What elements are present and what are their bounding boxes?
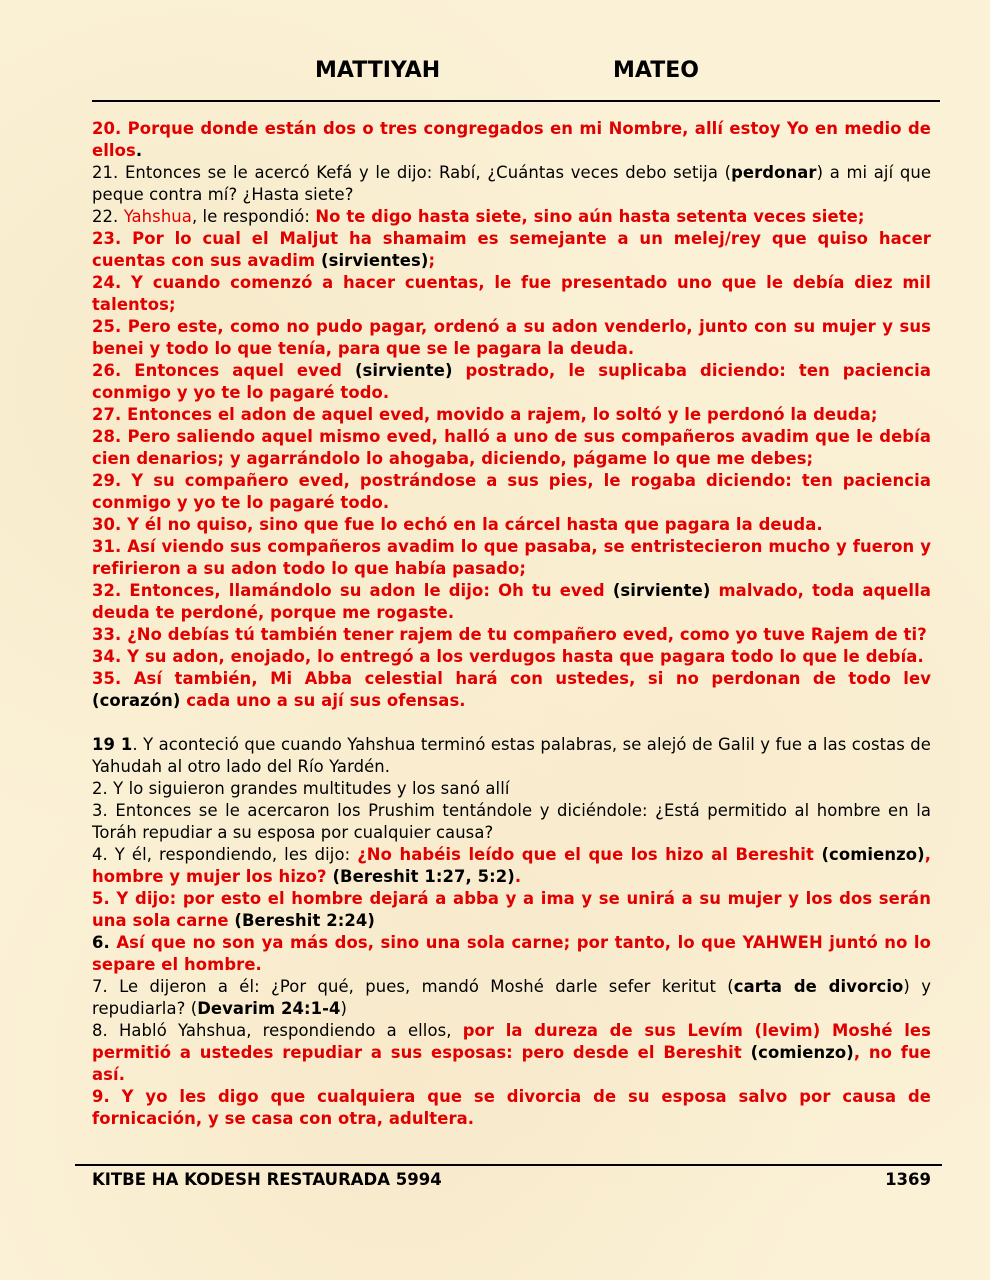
- verse-segment: (Bereshit 1:27, 5:2): [332, 867, 515, 886]
- header-book-spanish: MATEO: [613, 58, 699, 83]
- verse-segment: 24. Y cuando comenzó a hacer cuentas, le fue presentado uno que le debía diez mil talentos;: [92, 273, 931, 314]
- page-header: [0, 58, 990, 92]
- verse-segment: 30. Y él no quiso, sino que fue lo echó en la cárcel hasta que pagara la deuda.: [92, 515, 823, 534]
- verse-segment: 25. Pero este, como no pudo pagar, ordenó a su adon venderlo, junto con su mujer y sus benei y todo lo que tenía, para que se le pagara la deuda.: [92, 317, 931, 358]
- verse-segment: 35. Así también, Mi Abba celestial hará con ustedes, si no perdonan de todo lev: [92, 669, 931, 688]
- verse-segment: 21. Entonces se le acercó Kefá y le dijo: Rabí, ¿Cuántas veces debo setija (: [92, 163, 732, 182]
- verse-segment: 23. Por lo cual el Maljut ha shamaim es semejante a un melej/rey que quiso hacer cuentas con sus avadim: [92, 229, 931, 270]
- verse-segment: 4. Y él, respondiendo, les dijo:: [92, 845, 358, 864]
- verse-segment: .: [514, 867, 522, 886]
- verse-segment: . Y aconteció que cuando Yahshua terminó estas palabras, se alejó de Galil y fue a las costas de Yahudah al otro lado del Río Yardén.: [92, 735, 931, 776]
- verse-segment: 2. Y lo siguieron grandes multitudes y los sanó allí: [92, 779, 510, 798]
- verse-segment: 20. Porque donde están dos o tres congregados en mi Nombre, allí estoy Yo en medio de ellos: [92, 119, 931, 160]
- verse-segment: 3. Entonces se le acercaron los Prushim tentándole y diciéndole: ¿Está permitido al hombre en la Toráh repudiar a su esposa por cualquier causa?: [92, 801, 931, 842]
- verse-segment: 28. Pero saliendo aquel mismo eved, halló a uno de sus compañeros avadim que le debía cien denarios; y agarrándolo lo ahogaba, diciendo, págame lo que me debes;: [92, 427, 931, 468]
- verse-segment: 5. Y dijo: por esto el hombre dejará a abba y a ima y se unirá a su mujer y los dos serán una sola carne: [92, 889, 931, 930]
- verse-segment: (sirviente): [612, 581, 711, 600]
- header-book-hebrew: MATTIYAH: [315, 58, 441, 83]
- verse-segment: carta de divorcio: [733, 977, 904, 996]
- verse: [92, 800, 931, 844]
- verse: [92, 932, 931, 976]
- verse-segment: ) a mi ají que peque contra mí? ¿Hasta siete?: [92, 163, 932, 204]
- verse: [92, 624, 931, 646]
- verse-segment: 31. Así viendo sus compañeros avadim lo que pasaba, se entristecieron mucho y fueron y refirieron a su adon todo lo que había pasado;: [92, 537, 931, 578]
- verse-segment: 22.: [92, 207, 124, 226]
- verse-segment: 27. Entonces el adon de aquel eved, movido a rajem, lo soltó y le perdonó la deuda;: [92, 405, 878, 424]
- verse: [92, 360, 931, 404]
- verse: [92, 580, 931, 624]
- verse: [92, 404, 931, 426]
- verse-segment: (sirviente): [354, 361, 453, 380]
- verse: [92, 976, 931, 1020]
- verse-segment: ) y repudiarla? (: [92, 977, 931, 1018]
- verse: [92, 272, 931, 316]
- page-footer: [92, 1170, 931, 1194]
- page-number: 1369: [885, 1170, 931, 1189]
- verse-segment: (corazón): [92, 691, 181, 710]
- verse-segment: 9. Y yo les digo que cualquiera que se divorcia de su esposa salvo por causa de fornicación, y se casa con otra, adultera.: [92, 1087, 931, 1128]
- verse: [92, 470, 931, 514]
- verse-segment: malvado, toda aquella deuda te perdoné, porque me rogaste.: [92, 581, 931, 622]
- verse-segment: ¿No habéis leído que el que los hizo al Bereshit: [357, 845, 822, 864]
- verse-segment: 33. ¿No debías tú también tener rajem de tu compañero eved, como yo tuve Rajem de ti?: [92, 625, 927, 644]
- verse-segment: ;: [428, 251, 436, 270]
- verse-segment: No te digo hasta siete, sino aún hasta setenta veces siete;: [315, 207, 865, 226]
- verse: [92, 844, 931, 888]
- verse-segment: perdonar: [731, 163, 817, 182]
- verse: [92, 668, 931, 712]
- verse: [92, 734, 931, 778]
- verse: [92, 426, 931, 470]
- verse-segment: cada uno a su ají sus ofensas.: [180, 691, 466, 710]
- verse: [92, 118, 931, 162]
- verse: [92, 162, 931, 206]
- verse: [92, 228, 931, 272]
- verse-segment: 6.: [92, 933, 117, 952]
- verse-segment: 26. Entonces aquel eved: [92, 361, 355, 380]
- verse-segment: postrado, le suplicaba diciendo: ten paciencia conmigo y yo te lo pagaré todo.: [92, 361, 932, 402]
- verse-segment: Yahshua: [123, 207, 192, 226]
- verse: [92, 888, 931, 932]
- verse-segment: ): [340, 999, 348, 1018]
- verse-segment: 34. Y su adon, enojado, lo entregó a los verdugos hasta que pagara todo lo que le debía.: [92, 647, 924, 666]
- verse-segment: , hombre y mujer los hizo?: [92, 845, 932, 886]
- verse-segment: 7. Le dijeron a él: ¿Por qué, pues, mandó Moshé darle sefer keritut (: [92, 977, 734, 996]
- verse-segment: .: [135, 141, 143, 160]
- verse-segment: por la dureza de sus Levím (levim) Moshé les permitió a ustedes repudiar a sus esposas: pero desde el Bereshit: [92, 1021, 931, 1062]
- verse-segment: 29. Y su compañero eved, postrándose a sus pies, le rogaba diciendo: ten paciencia conmigo y yo te lo pagaré todo.: [92, 471, 931, 512]
- verse-segment: 19 1: [92, 735, 133, 754]
- verse-segment: 8. Habló Yahshua, respondiendo a ellos,: [92, 1021, 463, 1040]
- verse-segment: (comienzo): [750, 1043, 854, 1062]
- verse: [92, 1086, 931, 1130]
- verse: [92, 536, 931, 580]
- verse-segment: , le respondió:: [191, 207, 316, 226]
- verse: [92, 316, 931, 360]
- verse-segment: Devarim 24:1-4: [197, 999, 341, 1018]
- verse-segment: 32. Entonces, llamándolo su adon le dijo: Oh tu eved: [92, 581, 613, 600]
- scripture-text: [92, 118, 931, 1130]
- verse-segment: , no fue así.: [92, 1043, 931, 1084]
- paragraph-gap: [92, 712, 931, 734]
- verse: [92, 206, 931, 228]
- verse: [92, 1020, 931, 1086]
- footer-title: KITBE HA KODESH RESTAURADA 5994: [92, 1170, 442, 1189]
- verse: [92, 514, 931, 536]
- verse: [92, 778, 931, 800]
- verse-segment: Así que no son ya más dos, sino una sola carne; por tanto, lo que YAHWEH juntó no lo separe el hombre.: [92, 933, 932, 974]
- verse-segment: (sirvientes): [321, 251, 429, 270]
- verse-segment: (comienzo): [821, 845, 925, 864]
- footer-divider: [75, 1164, 942, 1166]
- verse-segment: (Bereshit 2:24): [234, 911, 376, 930]
- verse: [92, 646, 931, 668]
- header-divider: [92, 100, 940, 102]
